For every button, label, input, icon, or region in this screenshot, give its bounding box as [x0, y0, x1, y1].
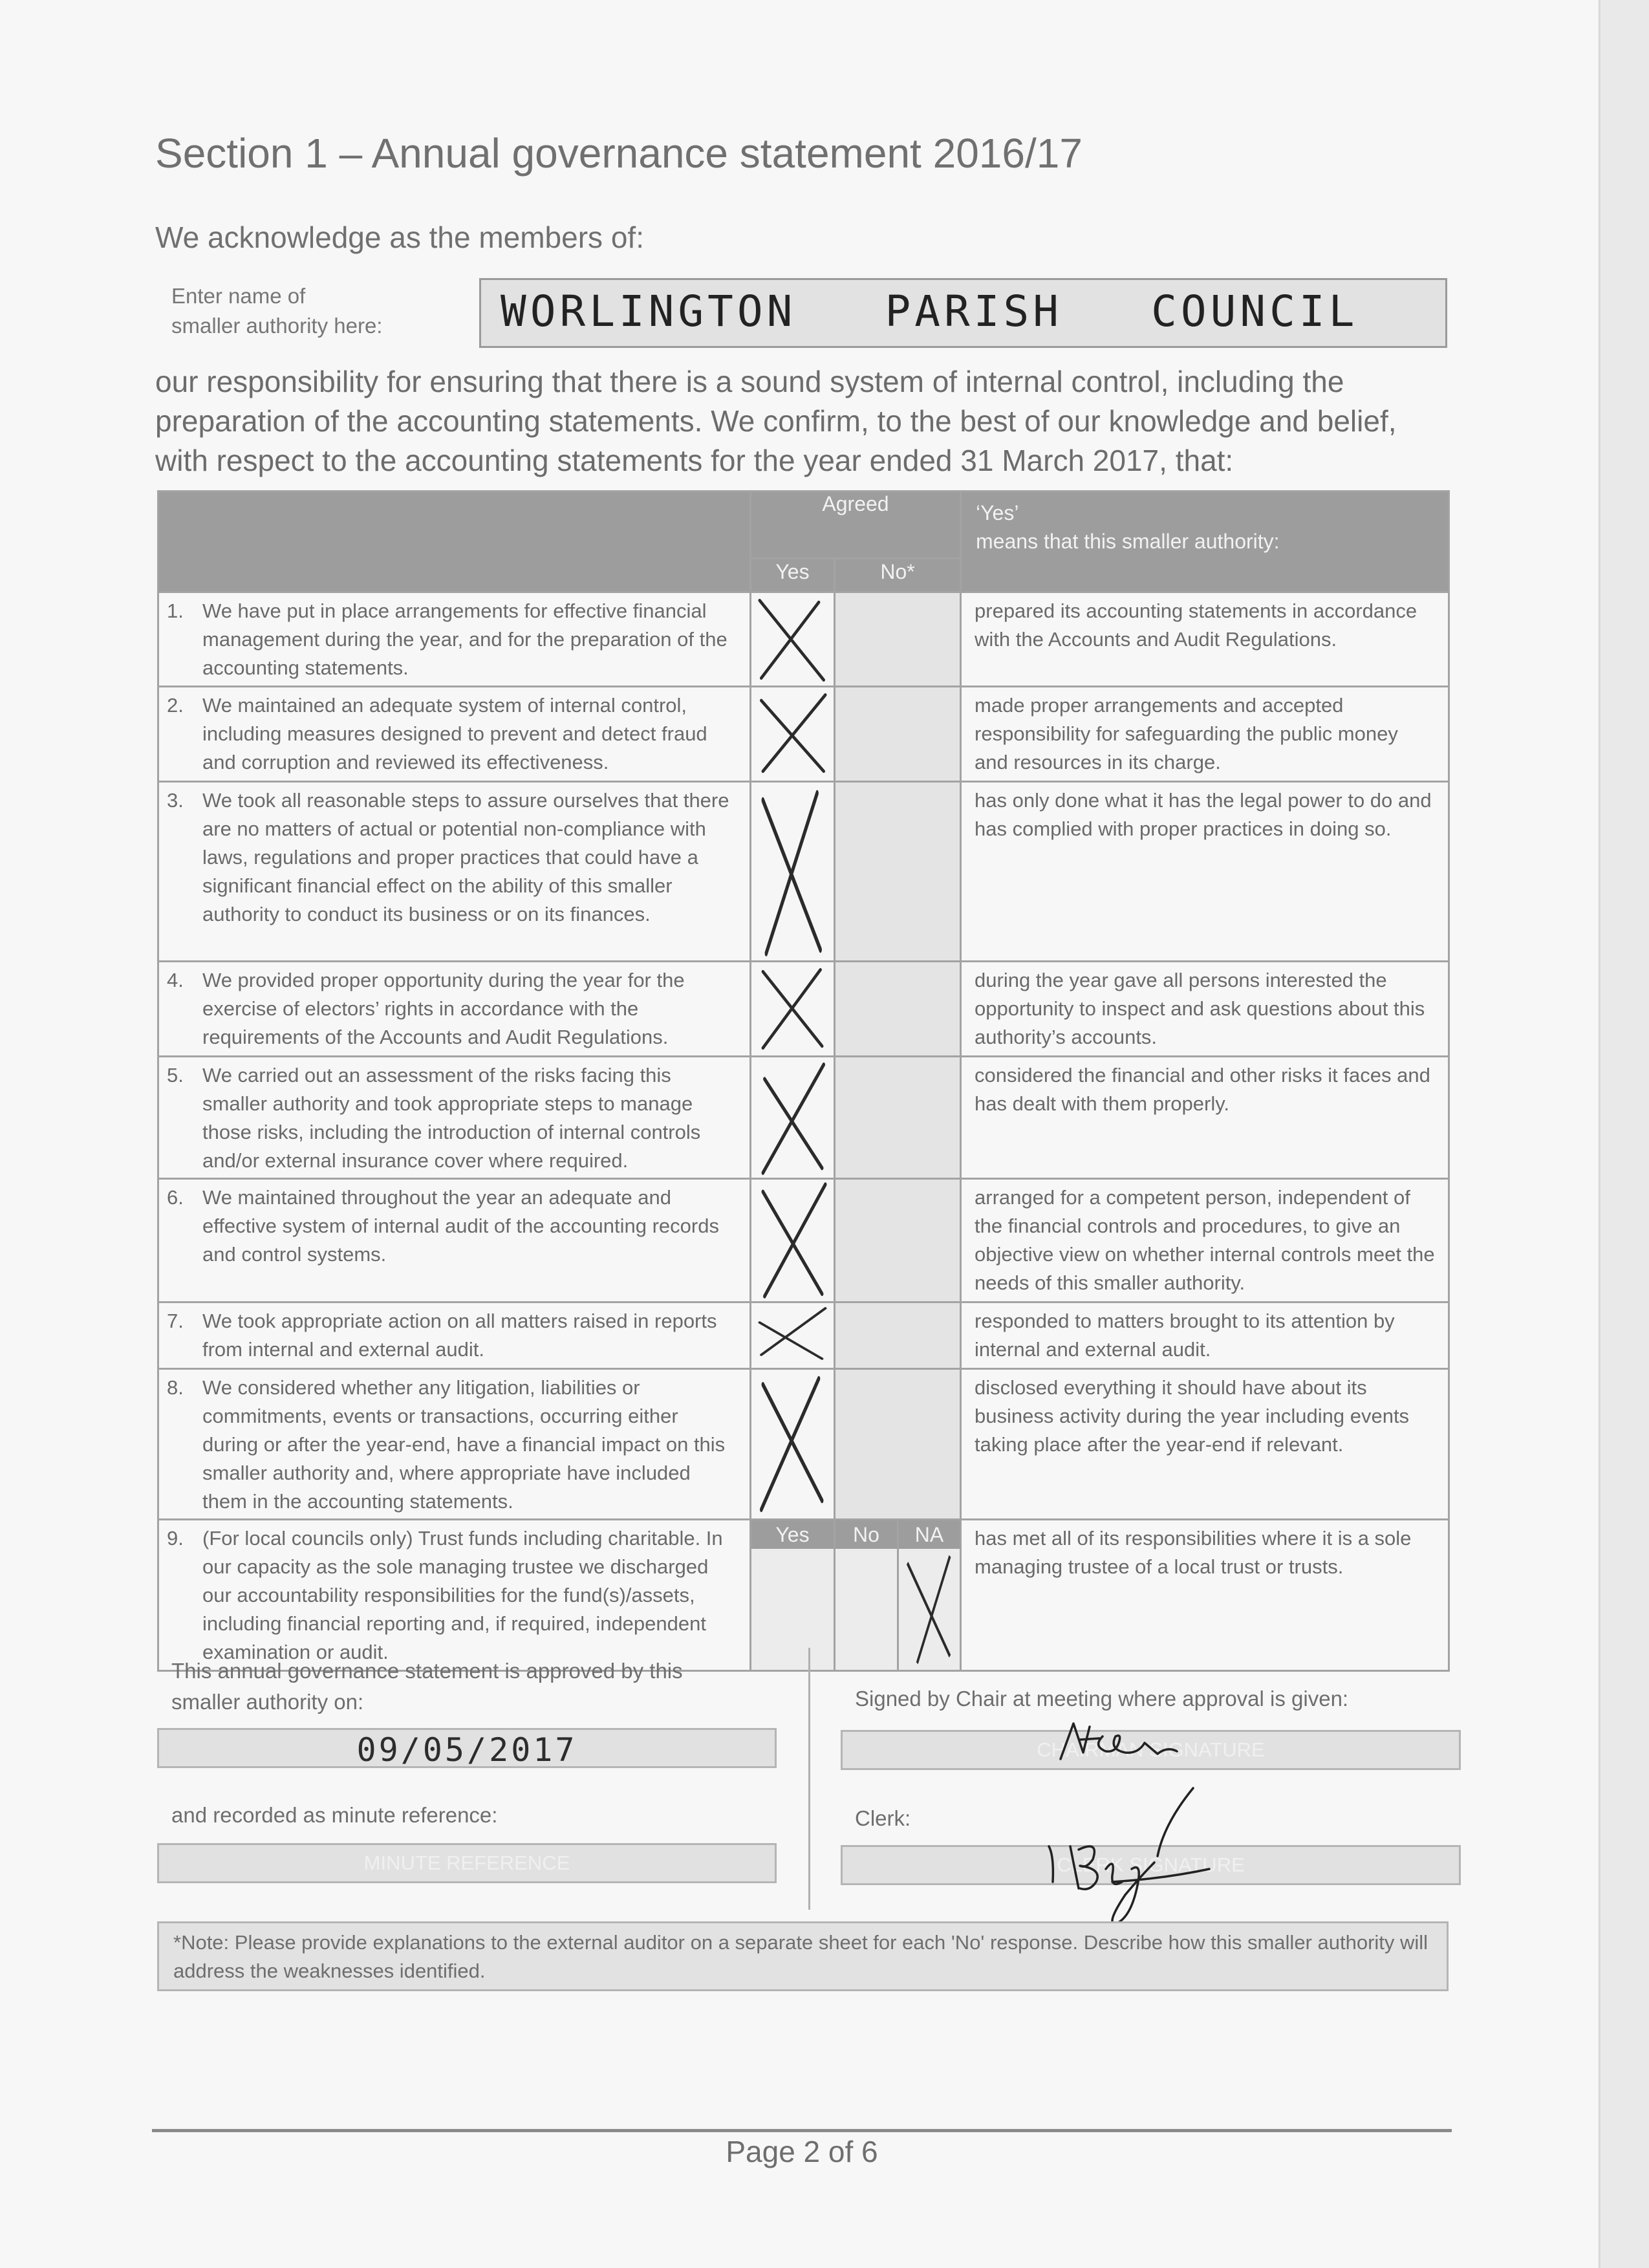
means-cell: has only done what it has the legal power to do and has complied with proper practices in doing so. — [961, 782, 1449, 962]
statement-cell — [158, 592, 751, 687]
page-title: Section 1 – Annual governance statement 2016/17 — [155, 130, 1083, 177]
statement-text: We maintained throughout the year an adequate and effective system of internal audit of the accounting records and control systems. — [202, 1186, 719, 1266]
statement-cell — [158, 1520, 751, 1671]
table-row — [158, 1302, 1449, 1369]
row9-na-header: NA — [899, 1520, 960, 1549]
statement-number: 5. — [167, 1064, 184, 1086]
row9-yes-header: Yes — [751, 1520, 834, 1549]
statement-number: 2. — [167, 694, 184, 717]
table-row — [158, 592, 1449, 687]
table-row — [158, 962, 1449, 1057]
yes-means-header — [961, 491, 1449, 592]
statement-number: 4. — [167, 969, 184, 991]
statement-number: 7. — [167, 1310, 184, 1332]
governance-table — [157, 490, 1450, 1672]
statement-number: 6. — [167, 1186, 184, 1209]
means-cell: responded to matters brought to its attention by internal and external audit. — [961, 1302, 1449, 1369]
statement-text: We took all reasonable steps to assure ourselves that there are no matters of actual or potential non-compliance with laws, regulations and proper practices that could have a significant financial effect on the ability of this smaller authority to conduct its business or on its finances. — [202, 789, 729, 925]
approved-label: This annual governance statement is approved by this smaller authority on: — [171, 1659, 683, 1714]
authority-label-line2: smaller authority here: — [171, 314, 383, 338]
table-row — [158, 782, 1449, 962]
clerk-signature-icon — [1035, 1785, 1229, 1934]
row9-yes-cell[interactable] — [751, 1520, 835, 1671]
yes-means-line1: ‘Yes’ — [976, 501, 1019, 524]
statement-number: 8. — [167, 1376, 184, 1399]
yes-checkbox[interactable] — [751, 592, 835, 687]
authority-name-value: WORLINGTON PARISH COUNCIL — [501, 286, 1359, 336]
yes-header: Yes — [751, 559, 835, 592]
means-cell: arranged for a competent person, independent of the financial controls and procedures, to give an objective view on whether internal controls meet the needs of this smaller authority. — [961, 1179, 1449, 1302]
scan-edge — [1599, 0, 1649, 2268]
no-checkbox[interactable] — [835, 962, 961, 1057]
statement-text: We have put in place arrangements for effective financial management during the year, and for the preparation of the accounting statements. — [202, 599, 727, 679]
table-row — [158, 1057, 1449, 1179]
cross-mark-icon — [751, 1180, 834, 1301]
statement-cell — [158, 1369, 751, 1520]
yes-checkbox[interactable] — [751, 1369, 835, 1520]
row9-no-cell[interactable] — [835, 1520, 898, 1671]
minute-label: and recorded as minute reference: — [171, 1803, 498, 1827]
no-checkbox[interactable] — [835, 782, 961, 962]
yes-checkbox[interactable] — [751, 782, 835, 962]
means-cell: disclosed everything it should have about its business activity during the year including events taking place after the year-end if relevant. — [961, 1369, 1449, 1520]
minute-reference-field[interactable]: MINUTE REFERENCE — [157, 1843, 777, 1883]
cross-mark-icon — [751, 1057, 834, 1178]
statement-cell — [158, 1057, 751, 1179]
statement-text: We maintained an adequate system of internal control, including measures designed to prevent and detect fraud and corruption and reviewed its effectiveness. — [202, 694, 707, 773]
cross-mark-icon — [751, 687, 834, 781]
yes-means-line2: means that this smaller authority: — [976, 530, 1280, 553]
statement-cell — [158, 1179, 751, 1302]
yes-checkbox[interactable] — [751, 962, 835, 1057]
means-cell: considered the financial and other risks it faces and has dealt with them properly. — [961, 1057, 1449, 1179]
yes-checkbox[interactable] — [751, 1302, 835, 1369]
cross-mark-icon — [899, 1551, 960, 1668]
page-number: Page 2 of 6 — [726, 2135, 878, 2168]
approval-date-value: 09/05/2017 — [356, 1731, 577, 1769]
clerk-label: Clerk: — [855, 1806, 911, 1830]
statement-cell — [158, 687, 751, 782]
authority-label-line1: Enter name of — [171, 284, 306, 308]
table-row — [158, 1369, 1449, 1520]
statement-text: We carried out an assessment of the risks facing this smaller authority and took appropriate steps to manage those risks, including the introduction of internal controls and/or external insurance cover where required. — [202, 1064, 701, 1172]
row9-no-header: No — [835, 1520, 897, 1549]
table-row — [158, 687, 1449, 782]
yes-checkbox[interactable] — [751, 1057, 835, 1179]
cross-mark-icon — [751, 1303, 834, 1368]
statement-number: 1. — [167, 599, 184, 622]
no-checkbox[interactable] — [835, 1369, 961, 1520]
table-row — [158, 1179, 1449, 1302]
yes-checkbox[interactable] — [751, 687, 835, 782]
agreed-header: Agreed — [751, 491, 961, 559]
statement-cell — [158, 1302, 751, 1369]
clerk-signature-field[interactable]: CLERK SIGNATURE — [841, 1845, 1461, 1885]
means-cell: prepared its accounting statements in accordance with the Accounts and Audit Regulations. — [961, 592, 1449, 687]
approval-date-field[interactable] — [157, 1728, 777, 1768]
statement-header — [158, 491, 751, 592]
statement-text: (For local councils only) Trust funds including charitable. In our capacity as the sole managing trustee we discharged our accountability responsibilities for the fund(s)/assets, including financial reporting and, if required, independent examination or audit. — [202, 1527, 723, 1663]
authority-name-field[interactable] — [479, 278, 1447, 348]
yes-checkbox[interactable] — [751, 1179, 835, 1302]
no-checkbox[interactable] — [835, 1302, 961, 1369]
no-checkbox[interactable] — [835, 592, 961, 687]
cross-mark-icon — [751, 593, 834, 686]
footer-divider — [152, 2129, 1452, 2132]
no-header: No* — [835, 559, 961, 592]
row9-na-cell[interactable] — [898, 1520, 961, 1671]
signed-label: Signed by Chair at meeting where approval is given: — [855, 1687, 1349, 1711]
no-checkbox[interactable] — [835, 687, 961, 782]
cross-mark-icon — [751, 783, 834, 960]
vertical-divider — [808, 1648, 810, 1910]
statement-number: 9. — [167, 1527, 184, 1550]
acknowledge-text: We acknowledge as the members of: — [155, 221, 644, 254]
cross-mark-icon — [751, 1370, 834, 1518]
authority-label — [171, 281, 430, 341]
means-cell: during the year gave all persons interested the opportunity to inspect and ask questions about this authority’s accounts. — [961, 962, 1449, 1057]
cross-mark-icon — [751, 962, 834, 1055]
means-cell: has met all of its responsibilities where it is a sole managing trustee of a local trust or trusts. — [961, 1520, 1449, 1671]
chair-signature-field[interactable]: CHAIRMAN SIGNATURE — [841, 1730, 1461, 1770]
statement-text: We took appropriate action on all matters raised in reports from internal and external audit. — [202, 1310, 717, 1361]
statement-cell — [158, 962, 751, 1057]
statement-text: We provided proper opportunity during the year for the exercise of electors’ rights in accordance with the requirements of the Accounts and Audit Regulations. — [202, 969, 685, 1048]
note-box: *Note: Please provide explanations to the external auditor on a separate sheet for each 'No' response. Describe how this smaller authority will address the weaknesses identified. — [157, 1921, 1449, 1991]
table-row — [158, 1520, 1449, 1671]
statement-number: 3. — [167, 789, 184, 812]
no-checkbox[interactable] — [835, 1179, 961, 1302]
chair-signature-icon — [1054, 1714, 1222, 1772]
means-cell: made proper arrangements and accepted responsibility for safeguarding the public money and resources in its charge. — [961, 687, 1449, 782]
intro-paragraph: our responsibility for ensuring that there is a sound system of internal control, including the preparation of the accounting statements. We confirm, to the best of our knowledge and belief, with respect to the accounting statements for the year ended 31 March 2017, that: — [155, 365, 1397, 477]
statement-text: We considered whether any litigation, liabilities or commitments, events or transactions, occurring either during or after the year-end, have a financial impact on this smaller authority and, where appropriate have included them in the accounting statements. — [202, 1376, 726, 1513]
statement-cell — [158, 782, 751, 962]
no-checkbox[interactable] — [835, 1057, 961, 1179]
